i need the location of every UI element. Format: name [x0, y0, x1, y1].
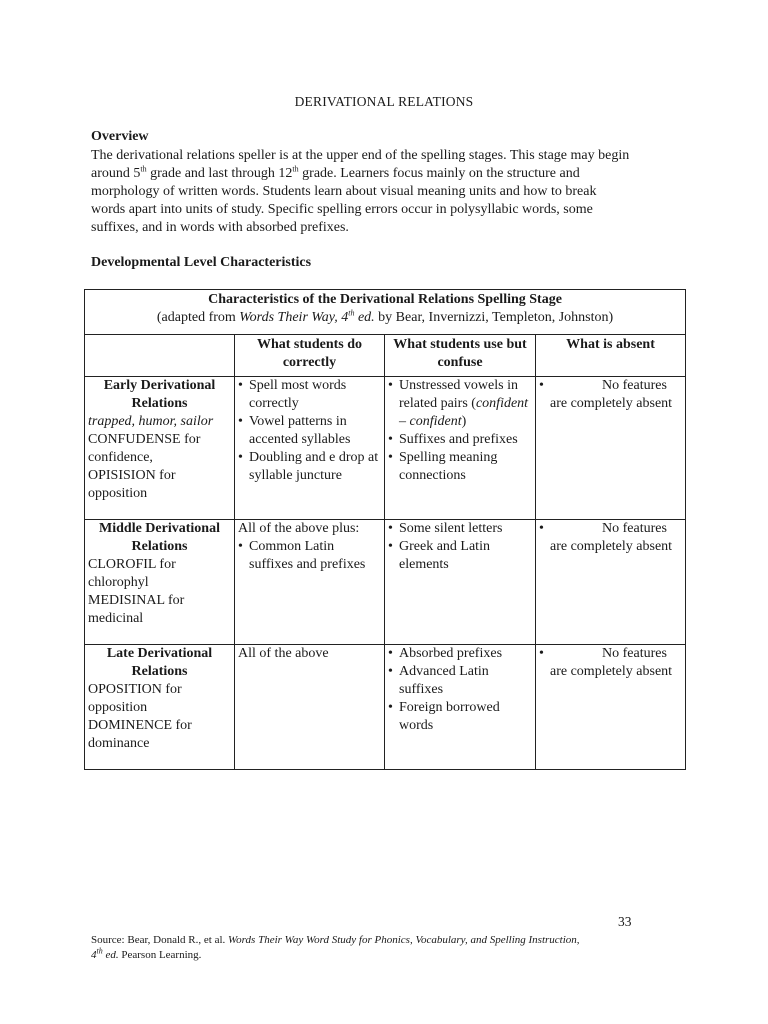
example-words: trapped, humor, sailor: [88, 414, 214, 429]
list-item: • Spell most words correctly: [238, 378, 347, 411]
list-item: • Common Latin suffixes and prefixes: [238, 539, 366, 572]
list-item: • Suffixes and prefixes: [388, 432, 518, 447]
correct-cell: [235, 520, 385, 645]
table-caption: [85, 290, 686, 335]
correct-cell: [235, 645, 385, 770]
characteristics-table: [84, 289, 686, 770]
misspelling-example: DOMINENCE for dominance: [88, 718, 192, 751]
list-item: • Some silent letters: [388, 521, 503, 536]
source-citation: Source: Bear, Donald R., et al. Words Their Way Word Study for Phonics, Vocabulary, and Spelling Instruction, 4th ed. Pearson Learning.: [91, 934, 580, 961]
table-row: [85, 645, 686, 770]
list-item: • Advanced Latin suffixes: [388, 664, 489, 697]
list-item: • Foreign borrowed words: [388, 700, 500, 733]
misspelling-example: CONFUDENSE for confidence,: [88, 432, 201, 465]
table-caption-title: Characteristics of the Derivational Relations Spelling Stage: [208, 292, 562, 307]
absent-cell: • No features are completely absent: [536, 377, 686, 520]
correct-cell: [235, 377, 385, 520]
level-cell: [85, 645, 235, 770]
list-item: • Spelling meaning connections: [388, 450, 498, 483]
overview-line: words apart into units of study. Specific spelling errors occur in polysyllabic words, some: [91, 202, 593, 217]
level-cell: [85, 377, 235, 520]
page-title: DERIVATIONAL RELATIONS: [294, 94, 474, 109]
list-item: • Absorbed prefixes: [388, 646, 503, 661]
overview-line: morphology of written words. Students learn about visual meaning units and how to break: [91, 184, 597, 199]
overview-line: The derivational relations speller is at the upper end of the spelling stages. This stage may begin: [91, 148, 630, 163]
absent-cell: • No features are completely absent: [536, 520, 686, 645]
list-item: • Doubling and e drop at syllable juncture: [238, 450, 379, 483]
level-name: Late Derivational Relations: [106, 646, 213, 679]
confuse-cell: [385, 377, 536, 520]
overview-paragraph: [91, 147, 681, 237]
absent-cell: • No features are completely absent: [536, 645, 686, 770]
level-name: Early Derivational Relations: [103, 378, 216, 411]
level-name: Middle Derivational Relations: [99, 521, 220, 554]
column-header: What students do correctly: [235, 335, 385, 377]
overview-line: suffixes, and in words with absorbed prefixes.: [91, 220, 349, 235]
correct-intro: All of the above: [238, 646, 329, 661]
list-item: • Greek and Latin elements: [388, 539, 490, 572]
misspelling-example: MEDISINAL for medicinal: [88, 593, 185, 626]
list-item: • Unstressed vowels in related pairs (confident – confident): [388, 378, 529, 429]
column-header: What students use but confuse: [385, 335, 536, 377]
correct-intro: All of the above plus:: [238, 521, 360, 536]
table-caption-source: (adapted from Words Their Way, 4th ed. by Bear, Invernizzi, Templeton, Johnston): [156, 308, 614, 325]
table-row: [85, 377, 686, 520]
level-cell: [85, 520, 235, 645]
page-number: 33: [618, 914, 632, 929]
misspelling-example: OPISISION for opposition: [88, 468, 176, 501]
confuse-cell: [385, 520, 536, 645]
list-item: • Vowel patterns in accented syllables: [238, 414, 351, 447]
overview-heading: Overview: [91, 129, 149, 144]
overview-line: around 5th grade and last through 12th grade. Learners focus mainly on the structure and: [91, 164, 580, 181]
confuse-cell: [385, 645, 536, 770]
developmental-heading: Developmental Level Characteristics: [91, 255, 312, 270]
column-header: [85, 335, 235, 377]
table-row: [85, 520, 686, 645]
misspelling-example: CLOROFIL for chlorophyl: [88, 557, 176, 590]
column-header: What is absent: [536, 335, 686, 377]
misspelling-example: OPOSITION for opposition: [88, 682, 182, 715]
